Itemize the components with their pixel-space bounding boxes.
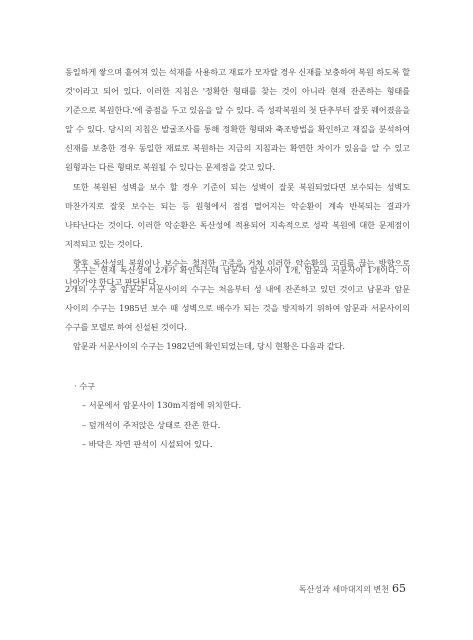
sugu-description-list	[82, 396, 241, 455]
page-number: 65	[392, 582, 406, 595]
list-item: – 바닥은 자연 판석이 시설되어 있다.	[82, 439, 213, 449]
body-paragraph-1: 동일하게 쌓으며 흩어져 있는 석재를 사용하고 재료가 모자랄 경우 신재를 보충하여 복원 하도록 할 것'이라고 되어 있다. 이러한 지침은 '정확한 형태를 찾는 것이 아니라 현재 잔존하는 형태를 기준으로 복원한다.'에 중점을 두고 있음을 알 수 있다. 즉 성곽복원의 첫 단추부터 잘못 꿰어졌음을 알 수 있다. 당시의 지침은 발굴조사를 통해 정확한 형태와 축조방법을 확인하고 재질을 분석하여 신재를 보충한 경우 동일한 재료로 복원하는 지금의 지침과는 확연한 차이가 있음을 알 수 있고 원형과는 다른 형태로 복원될 수 있다는 문제점을 갖고 있다.	[65, 67, 410, 173]
body-paragraph-2: 또한 복원된 성벽을 보수 할 경우 기준이 되는 성벽이 잘못 복원되었다면 보수되는 성벽도 마찬가지로 잘못 보수는 되는 등 원형에서 점점 멀어지는 악순환이 계속 반복되는 결과가 나타난다는 것이다. 이러한 악순환은 독산성에 적용되어 지속적으로 성곽 복원에 대한 문제점이 지적되고 있는 것이다.	[65, 181, 410, 249]
body-section-sugu	[65, 261, 410, 356]
body-section-restoration	[65, 63, 410, 292]
list-item: – 서문에서 암문사이 130m지점에 위치한다.	[82, 400, 242, 410]
running-title: 독산성과 세마대지의 변천	[298, 585, 389, 594]
body-paragraph-4: 수구는 현재 독산성에 2개가 확인되는데 남문과 암문사이 1개, 암문과 서문사이 1개이다. 이 2개의 수구 중 암문과 서문사이의 수구는 처음부터 성 내에 잔존하고 있던 것이고 남문과 암문 사이의 수구는 1985년 보수 때 성벽으로 배수가 되는 것을 방지하기 위하여 암문과 서문사이의 수구를 모델로 하여 신설된 것이다.	[65, 265, 410, 333]
list-item: – 덮개석이 주저앉은 상태로 잔존 한다.	[82, 419, 221, 430]
page-footer	[299, 582, 406, 595]
body-paragraph-5: 암문과 서문사이의 수구는 1982년에 확인되었는데, 당시 현황은 다음과 같다.	[73, 341, 345, 352]
list-heading: · 수구	[74, 381, 96, 391]
body-paragraph-3: 향후 독산성의 복원이나 보수는 철저한 고증을 거쳐 이러한 악순환의 고리를 끊는 방향으로 나아가야 한다고 판단된다.	[65, 257, 410, 288]
